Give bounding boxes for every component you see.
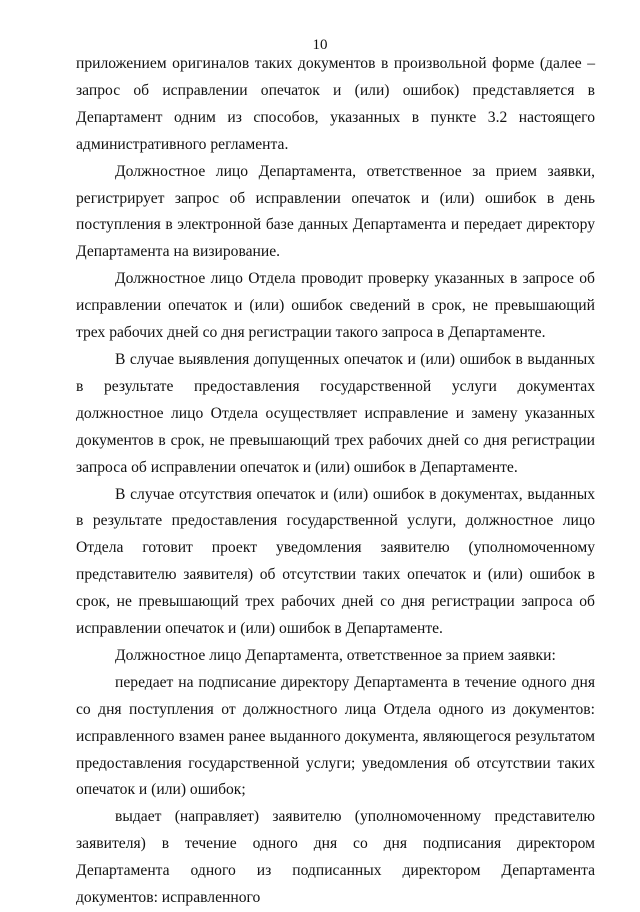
paragraph-continuation: приложением оригиналов таких документов в произвольной форме (далее – запрос об исправлении опечаток и (или) ошибок) представляется в Департамент одним из способов, указанных в пункте 3.2 настоящего административного регламента. [76, 55, 595, 153]
paragraph-registration: Должностное лицо Департамента, ответственное за прием заявки, регистрирует запрос об исправлении опечаток и (или) ошибок в день поступления в электронной базе данных Департамента и передает директору Департамента на визирование. [76, 162, 595, 261]
paragraph-no-errors: В случае отсутствия опечаток и (или) ошибок в документах, выданных в результате предоставления государственной услуги, должностное лицо Отдела готовит проект уведомления заявителю (уполномоченному представителю заявителя) об отсутствии таких опечаток и (или) ошибок в срок, не превышающий трех рабочих дней со дня регистрации запроса об исправлении опечаток и (или) ошибок в Департаменте. [76, 485, 595, 638]
paragraph-issues-to-applicant: выдает (направляет) заявителю (уполномоченному представителю заявителя) в течение одного дня со дня подписания директором Департамента одного из подписанных директором Департамента документов: исправленного [76, 808, 595, 907]
paragraph-verification: Должностное лицо Отдела проводит проверку указанных в запросе об исправлении опечаток и (или) ошибок сведений в срок, не превышающий трех рабочих дней со дня регистрации такого запроса в Департаменте. [76, 270, 595, 342]
paragraph-submits-for-signature: передает на подписание директору Департамента в течение одного дня со дня поступления от должностного лица Отдела одного из документов: исправленного взамен ранее выданного документа, являющегося результатом предоставления государственной услуги; уведомления об отсутствии таких опечаток и (или) ошибок; [76, 673, 595, 799]
page-number: 10 [312, 37, 328, 53]
document-body [76, 51, 595, 912]
paragraph-errors-found: В случае выявления допущенных опечаток и (или) ошибок в выданных в результате предоставления государственной услуги документах должностное лицо Отдела осуществляет исправление и замену указанных документов в срок, не превышающий трех рабочих дней со дня регистрации запроса об исправлении опечаток и (или) ошибок в Департаменте. [76, 350, 595, 476]
paragraph-responsible-official: Должностное лицо Департамента, ответственное за прием заявки: [115, 646, 556, 664]
